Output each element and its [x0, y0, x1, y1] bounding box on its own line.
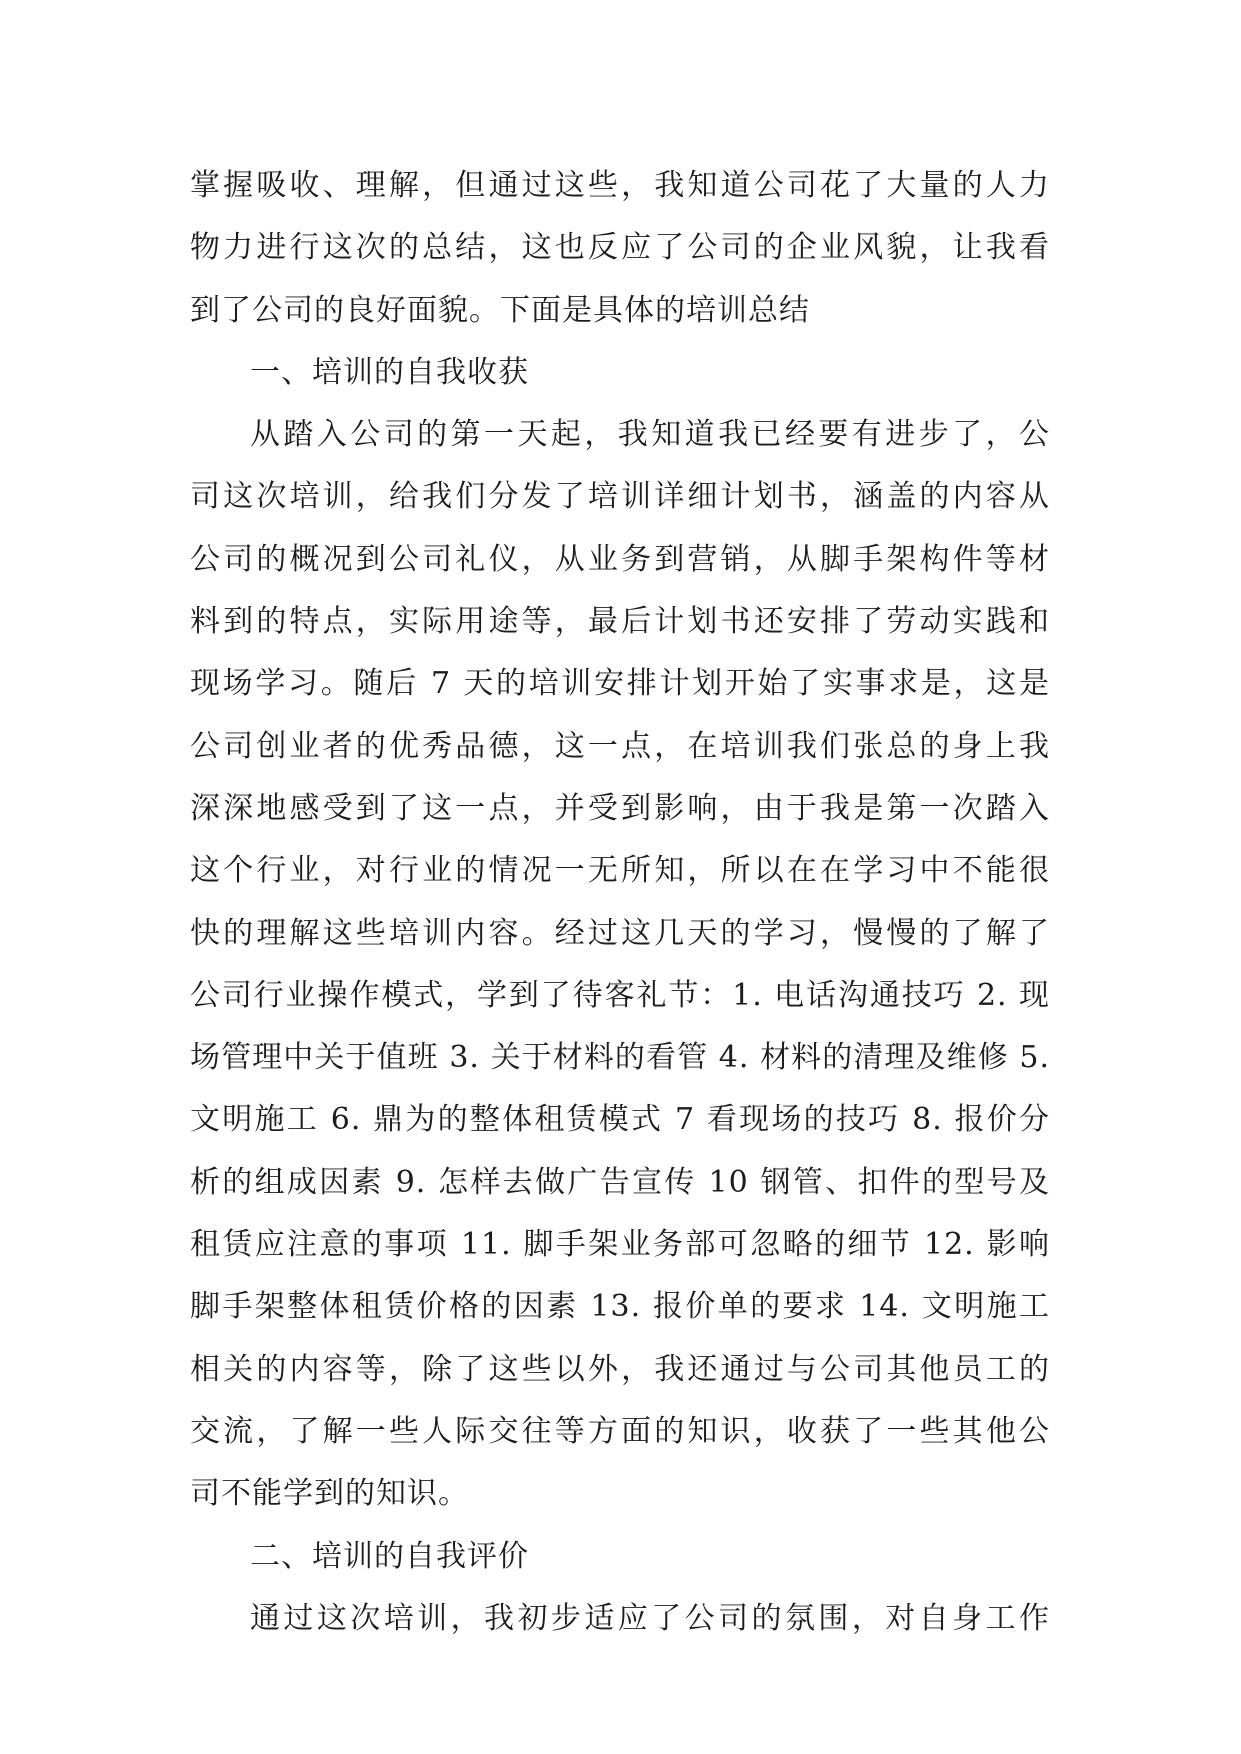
text-line: 物力进行这次的总结，这也反应了公司的企业风貌，让我看: [190, 230, 1050, 266]
text-line: 文明施工 6. 鼎为的整体租赁模式 7 看现场的技巧 8. 报价分: [190, 1102, 1050, 1138]
text-line: 快的理解这些培训内容。经过这几天的学习，慢慢的了解了: [190, 915, 1050, 951]
text-line: 掌握吸收、理解，但通过这些，我知道公司花了大量的人力: [190, 168, 1050, 203]
text-line: 这个行业，对行业的情况一无所知，所以在在学习中不能很: [190, 853, 1050, 889]
section-heading-1: 一、培训的自我收获: [250, 354, 529, 390]
text-line: 析的组成因素 9. 怎样去做广告宣传 10 钢管、扣件的型号及: [190, 1164, 1050, 1200]
text-line: 相关的内容等，除了这些以外，我还通过与公司其他员工的: [190, 1351, 1050, 1387]
paragraph-first-line: 通过这次培训，我初步适应了公司的氛围，对自身工作: [250, 1600, 1050, 1636]
document-body: [190, 155, 1050, 1650]
text-line: 交流，了解一些人际交往等方面的知识，收获了一些其他公: [190, 1413, 1050, 1449]
text-line: 租赁应注意的事项 11. 脚手架业务部可忽略的细节 12. 影响: [190, 1227, 1050, 1263]
paragraph-first-line: 从踏入公司的第一天起，我知道我已经要有进步了，公: [250, 417, 1050, 453]
text-line: 料到的特点，实际用途等，最后计划书还安排了劳动实践和: [190, 604, 1050, 640]
text-line: 司不能学到的知识。: [190, 1476, 469, 1512]
text-line: 公司行业操作模式，学到了待客礼节：1. 电话沟通技巧 2. 现: [190, 977, 1050, 1013]
text-line: 深深地感受到了这一点，并受到影响，由于我是第一次踏入: [190, 790, 1050, 826]
text-line: 公司的概况到公司礼仪，从业务到营销，从脚手架构件等材: [190, 541, 1050, 577]
text-line: 场管理中关于值班 3. 关于材料的看管 4. 材料的清理及维修 5.: [190, 1040, 1050, 1076]
section-heading-2: 二、培训的自我评价: [250, 1538, 529, 1574]
text-line: 到了公司的良好面貌。下面是具体的培训总结: [190, 292, 810, 328]
text-line: 公司创业者的优秀品德，这一点，在培训我们张总的身上我: [190, 728, 1050, 764]
text-line: 脚手架整体租赁价格的因素 13. 报价单的要求 14. 文明施工: [190, 1289, 1050, 1325]
text-line: 现场学习。随后 7 天的培训安排计划开始了实事求是，这是: [190, 666, 1050, 702]
text-line: 司这次培训，给我们分发了培训详细计划书，涵盖的内容从: [190, 479, 1050, 515]
